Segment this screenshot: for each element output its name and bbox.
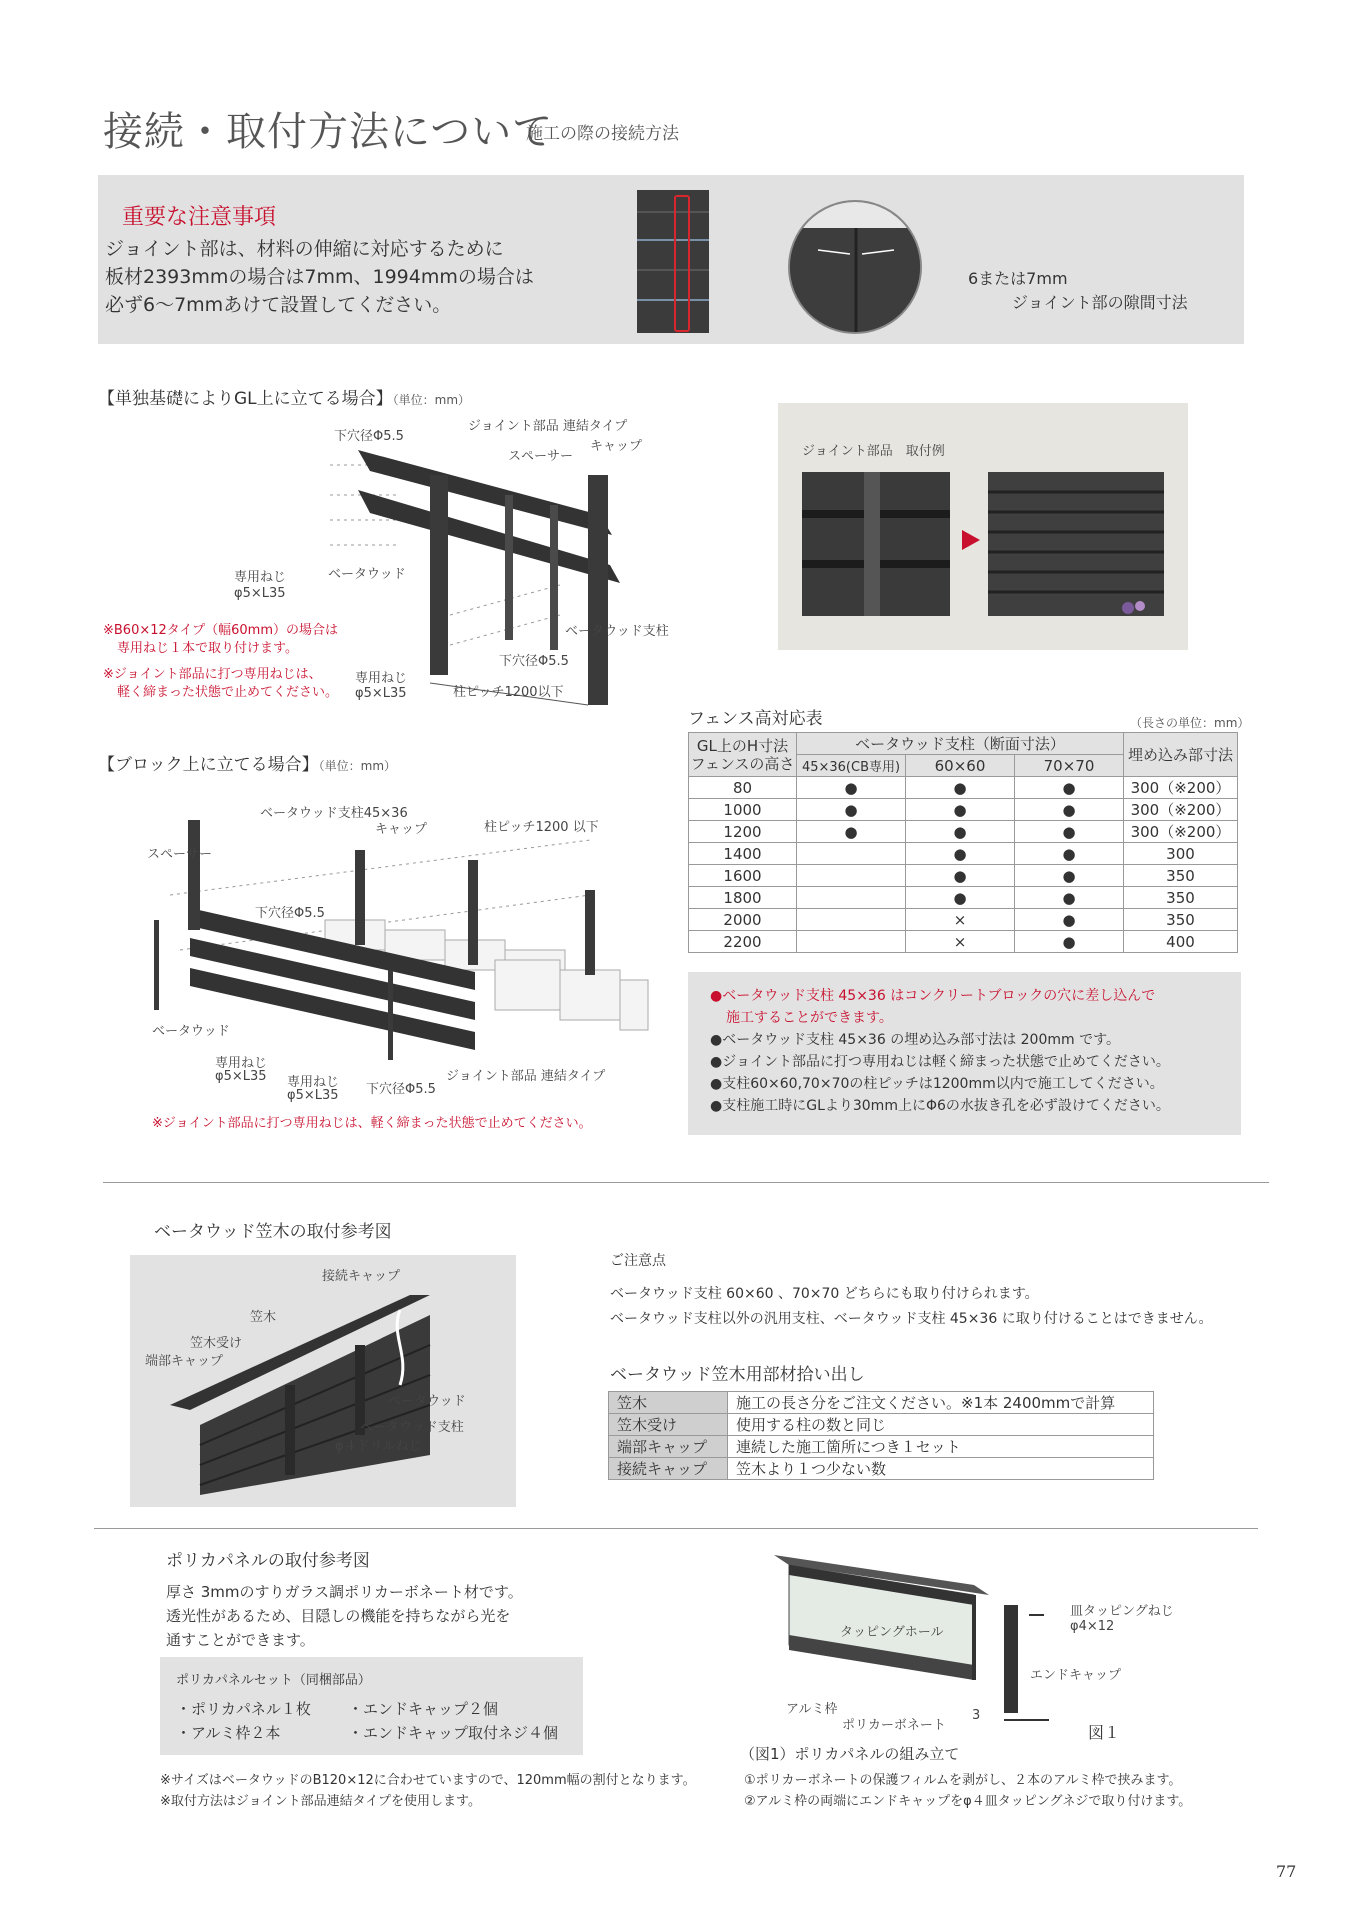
poly-screw-label: 皿タッピングねじ bbox=[1070, 1604, 1174, 1619]
block-post-label: ベータウッド支柱45×36 bbox=[260, 806, 408, 821]
poly-dim-label: 3 bbox=[972, 1708, 981, 1723]
poly-notes: ※サイズはベータウッドのB120×12に合わせていますので、120mm幅の割付となります。 ※取付方法はジョイント部品連結タイプを使用します。 bbox=[160, 1773, 696, 1809]
block-pitch-label: 柱ピッチ1200 以下 bbox=[484, 820, 599, 835]
fence-table-title: フェンス高対応表 bbox=[688, 709, 823, 729]
block-screw-b-label: 専用ねじ bbox=[287, 1075, 340, 1090]
fence-table-unit: （長さの単位：mm） bbox=[1130, 716, 1250, 730]
block-beta-wood-label: ベータウッド bbox=[152, 1024, 230, 1039]
single-spacer-label: スペーサー bbox=[508, 449, 574, 464]
poly-tapping-hole-label: タッピングホール bbox=[840, 1625, 944, 1640]
cap-kasagi-label: 笠木 bbox=[250, 1310, 277, 1325]
cap-post-label: ベータウッド支柱 bbox=[360, 1420, 464, 1435]
table-row: 1800 ● ● 350 bbox=[689, 887, 1238, 909]
block-joint-part-label: ジョイント部品 連結タイプ bbox=[446, 1069, 606, 1084]
table-row: 1600 ● ● 350 bbox=[689, 865, 1238, 887]
gap-caption: ジョイント部の隙間寸法 bbox=[1012, 293, 1188, 312]
single-pitch-label: 柱ピッチ1200以下 bbox=[453, 685, 564, 700]
single-screw-a-size: φ5×L35 bbox=[234, 586, 286, 601]
single-screw-a-label: 専用ねじ bbox=[234, 570, 287, 585]
table-row: 笠木受け 使用する柱の数と同じ bbox=[609, 1414, 1154, 1436]
single-heading: 【単独基礎によりGL上に立てる場合】（単位：mm） bbox=[98, 389, 471, 409]
single-cap-label: キャップ bbox=[590, 439, 643, 454]
joint-example-label: ジョイント部品 取付例 bbox=[802, 444, 945, 459]
poly-description: 厚さ 3mmのすりガラス調ポリカーボネート材です。 透光性があるため、目隠しの機能を持ちながら光を 通すことができます。 bbox=[166, 1583, 523, 1649]
block-screw-b-size: φ5×L35 bbox=[287, 1088, 339, 1103]
table-row: 2000 × ● 350 bbox=[689, 909, 1238, 931]
block-hole-top-label: 下穴径Φ5.5 bbox=[255, 906, 325, 921]
page-number: 77 bbox=[1276, 1862, 1297, 1881]
poly-alu-frame-label: アルミ枠 bbox=[786, 1702, 838, 1717]
cap-end-cap-label: 端部キャップ bbox=[145, 1354, 224, 1369]
section-divider bbox=[103, 1182, 1269, 1183]
joint-photo bbox=[637, 190, 709, 333]
cap-diagram-panel bbox=[130, 1255, 516, 1507]
single-screw-b-size: φ5×L35 bbox=[355, 686, 407, 701]
poly-screw-size: φ4×12 bbox=[1070, 1619, 1115, 1634]
joint-example-photo-after bbox=[988, 472, 1164, 616]
table-row: 1200 ● ● ● 300（※200） bbox=[689, 821, 1238, 843]
single-notes: ※B60×12タイプ（幅60mm）の場合は 専用ねじ１本で取り付けます。 ※ジョイント部品に打つ専用ねじは、 軽く締まった状態で止めてください。 bbox=[103, 623, 339, 700]
cap-joint-cap-label: 接続キャップ bbox=[322, 1269, 401, 1284]
single-screw-b-label: 専用ねじ bbox=[355, 671, 408, 686]
poly-steps: ①ポリカーボネートの保護フィルムを剥がし、２本のアルミ枠で挟みます。 ②アルミ枠の両端にエンドキャップをφ４皿タッピングネジで取り付けます。 bbox=[744, 1773, 1192, 1809]
parts-table bbox=[608, 1391, 1154, 1480]
gap-value: 6または7mm bbox=[968, 269, 1068, 288]
poly-set-items-left: ・ポリカパネル１枚 ・アルミ枠２本 bbox=[176, 1700, 311, 1742]
block-screw-a-size: φ5×L35 bbox=[215, 1069, 267, 1084]
section-divider bbox=[94, 1528, 1258, 1529]
block-screw-a-label: 専用ねじ bbox=[215, 1056, 268, 1071]
block-spacer-label: スペーサー bbox=[147, 847, 213, 862]
poly-section-heading: ポリカパネルの取付参考図 bbox=[166, 1551, 370, 1571]
poly-set-title: ポリカパネルセット（同梱部品） bbox=[176, 1673, 371, 1688]
poly-end-cap-label: エンドキャップ bbox=[1030, 1668, 1122, 1683]
table-row: 1000 ● ● ● 300（※200） bbox=[689, 799, 1238, 821]
poly-polycarbonate-label: ポリカーボネート bbox=[842, 1718, 946, 1733]
caution-text: ベータウッド支柱 60×60 、70×70 どちらにも取り付けられます。 ベータウッド支柱以外の汎用支柱、ベータウッド支柱 45×36 に取り付けることはできません。 bbox=[610, 1286, 1213, 1327]
cap-drill-screw-label: φ４ドリルねじ bbox=[335, 1439, 422, 1454]
arrow-right-icon bbox=[962, 530, 980, 550]
notice-text: ジョイント部は、材料の伸縮に対応するために 板材2393mmの場合は7mm、1994mmの場合は 必ず6〜7mmあけて設置してください。 bbox=[105, 238, 534, 316]
page-title: 接続・取付方法について bbox=[103, 109, 554, 155]
table-row: 80 ● ● ● 300（※200） bbox=[689, 777, 1238, 799]
joint-example-photo-before bbox=[802, 472, 950, 616]
poly-set-items-right: ・エンドキャップ２個 ・エンドキャップ取付ネジ４個 bbox=[348, 1700, 559, 1742]
table-row: 1400 ● ● 300 bbox=[689, 843, 1238, 865]
single-joint-part-label: ジョイント部品 連結タイプ bbox=[468, 419, 628, 434]
table-row: 端部キャップ 連続した施工箇所につき１セット bbox=[609, 1436, 1154, 1458]
table-row: 接続キャップ 笠木より１つ少ない数 bbox=[609, 1458, 1154, 1480]
cap-holder-label: 笠木受け bbox=[190, 1336, 243, 1351]
cap-beta-wood-label: ベータウッド bbox=[388, 1394, 466, 1409]
table-notes: ●ベータウッド支柱 45×36 はコンクリートブロックの穴に差し込んで 施工することができます。 ●ベータウッド支柱 45×36 の埋め込み部寸法は 200mm です。 ●ジョイント部品に打つ専用ねじは軽く締まった状態で止めてください。 ●支柱60×60,70×70の柱ピッチは1200mm以内で施工してください。 ●支柱施工時にGLより30mm上にΦ6の水抜き孔を必ず設けてください。 bbox=[710, 988, 1170, 1114]
poly-fig-caption: （図1）ポリカパネルの組み立て bbox=[740, 1745, 960, 1763]
block-hole-bottom-label: 下穴径Φ5.5 bbox=[366, 1082, 436, 1097]
caution-title: ご注意点 bbox=[610, 1253, 666, 1269]
block-heading: 【ブロック上に立てる場合】（単位：mm） bbox=[98, 755, 397, 775]
cap-section-heading: ベータウッド笠木の取付参考図 bbox=[154, 1222, 392, 1242]
table-row: 2200 × ● 400 bbox=[689, 931, 1238, 953]
block-note: ※ジョイント部品に打つ専用ねじは、軽く締まった状態で止めてください。 bbox=[152, 1116, 592, 1131]
single-hole-top-label: 下穴径Φ5.5 bbox=[334, 429, 404, 444]
notice-heading: 重要な注意事項 bbox=[122, 205, 277, 230]
parts-title: ベータウッド笠木用部材拾い出し bbox=[610, 1365, 865, 1385]
block-cap-label: キャップ bbox=[375, 822, 428, 837]
single-hole-bottom-label: 下穴径Φ5.5 bbox=[499, 654, 569, 669]
single-post-label: ベータウッド支柱 bbox=[565, 624, 669, 639]
joint-gap-zoom bbox=[788, 200, 922, 334]
single-beta-wood-label: ベータウッド bbox=[328, 567, 406, 582]
table-row: 笠木 施工の長さ分をご注文ください。※1本 2400mmで計算 bbox=[609, 1392, 1154, 1414]
page-subtitle: 施工の際の接続方法 bbox=[526, 124, 679, 144]
fence-height-table: GL上のH寸法 フェンスの高さ ベータウッド支柱（断面寸法） 埋め込み部寸法 45×36(CB専用) 60×60 70×70 80 ● ● ● 300（※200） 1000 ● ● ● 300（※200） 1200 ● ● ● 300（※200） 1400 ● ● 300 1600 ● ● 350 1800 ● ● 350 2000 × ● 350 2200 × ● 400 bbox=[688, 732, 1238, 953]
poly-fig-label: 図１ bbox=[1088, 1723, 1121, 1742]
